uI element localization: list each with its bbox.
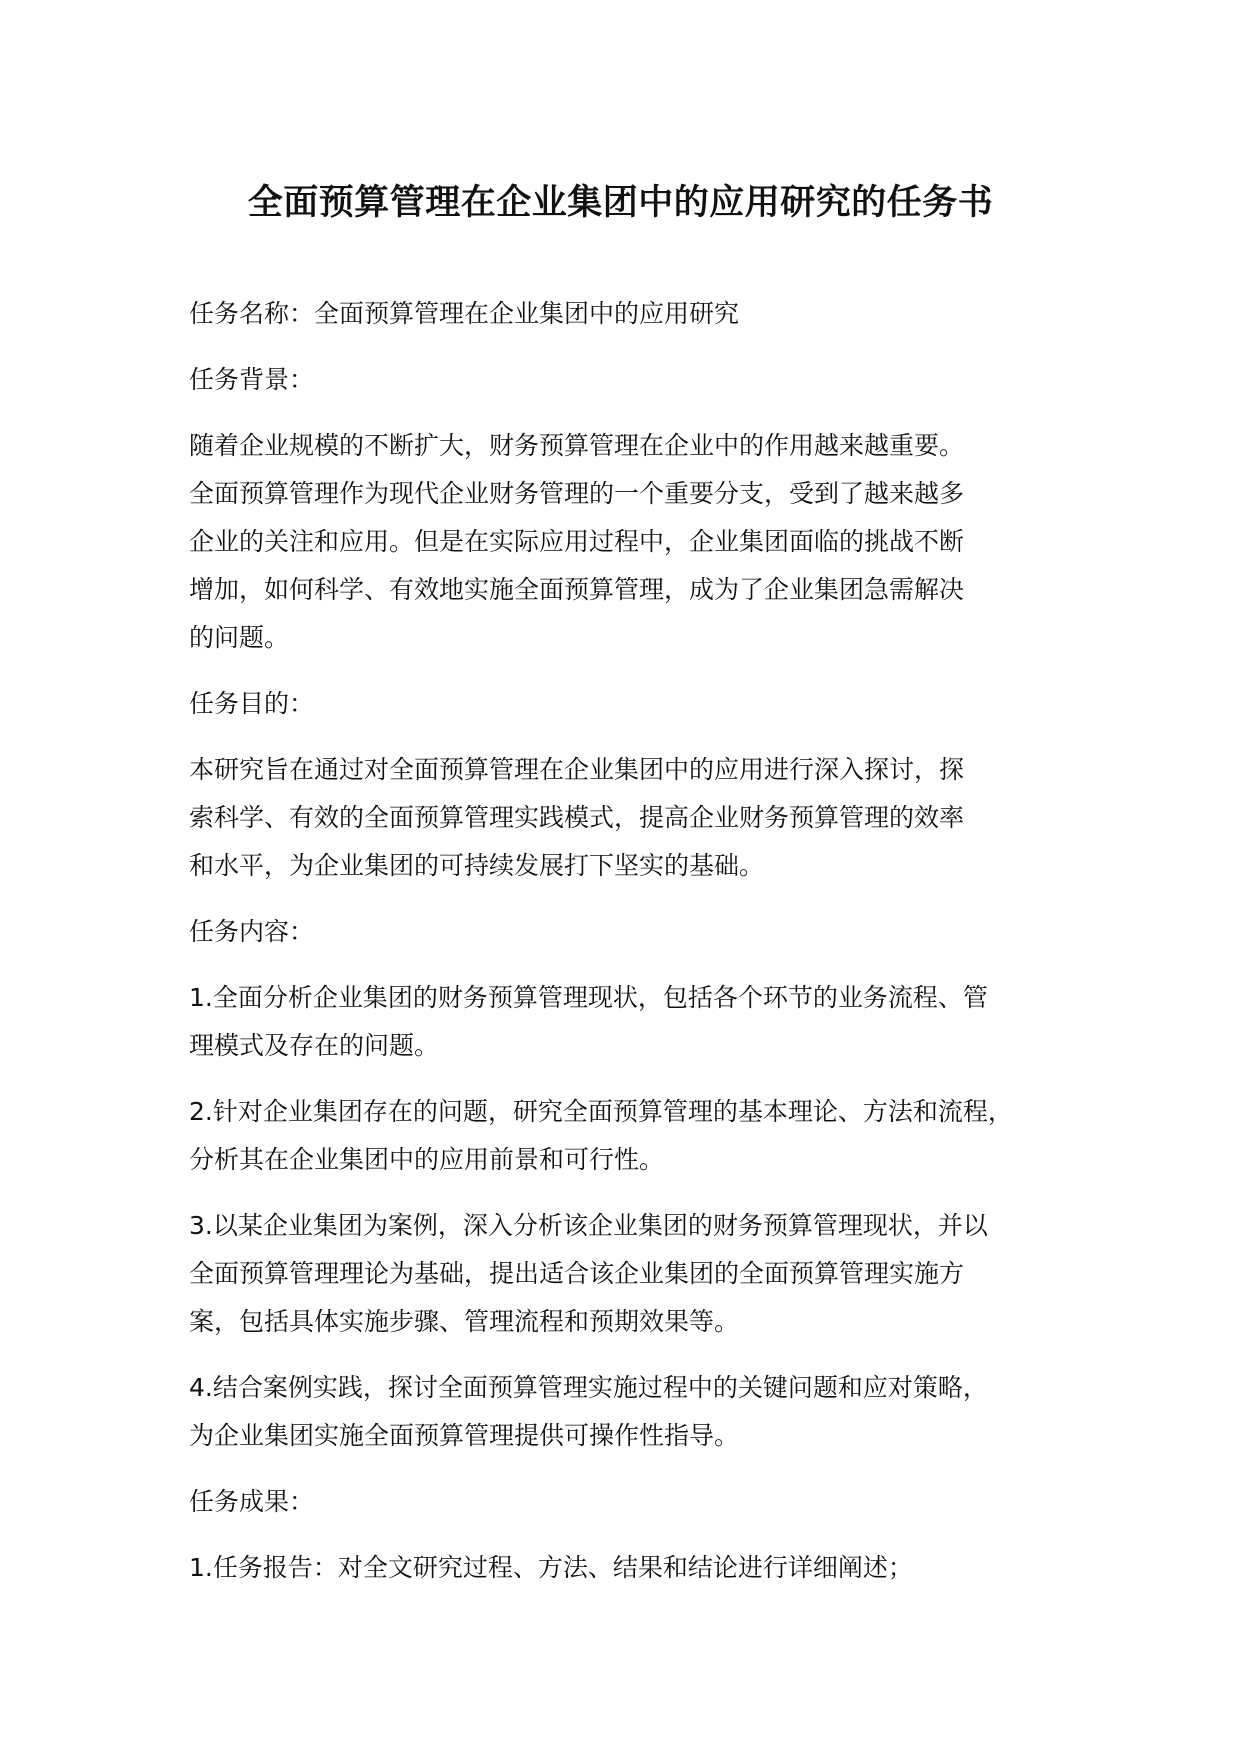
content-item-4 bbox=[189, 1364, 1089, 1460]
background-heading-paragraph bbox=[189, 356, 1089, 404]
result-item-line: 1.任务报告：对全文研究过程、方法、结果和结论进行详细阐述； bbox=[189, 1553, 913, 1582]
content-item-line: 1.全面分析企业集团的财务预算管理现状，包括各个环节的业务流程、管 bbox=[189, 983, 988, 1012]
content-heading-paragraph bbox=[189, 908, 1089, 956]
background-line: 随着企业规模的不断扩大，财务预算管理在企业中的作用越来越重要。 bbox=[189, 431, 965, 460]
content-item-line: 为企业集团实施全面预算管理提供可操作性指导。 bbox=[189, 1421, 740, 1450]
task-name bbox=[189, 290, 1089, 338]
background-line: 全面预算管理作为现代企业财务管理的一个重要分支，受到了越来越多 bbox=[189, 479, 965, 508]
document-body bbox=[189, 290, 1089, 1610]
purpose-line: 本研究旨在通过对全面预算管理在企业集团中的应用进行深入探讨，探 bbox=[189, 755, 965, 784]
task-name-line: 任务名称：全面预算管理在企业集团中的应用研究 bbox=[189, 299, 740, 328]
background-line: 企业的关注和应用。但是在实际应用过程中，企业集团面临的挑战不断 bbox=[189, 527, 965, 556]
content-item-line: 分析其在企业集团中的应用前景和可行性。 bbox=[189, 1145, 665, 1174]
content-item-3 bbox=[189, 1202, 1089, 1346]
background-paragraph bbox=[189, 422, 1089, 662]
content-item-line: 理模式及存在的问题。 bbox=[189, 1031, 440, 1060]
background-line: 的问题。 bbox=[189, 623, 290, 652]
content-item-line: 全面预算管理理论为基础，提出适合该企业集团的全面预算管理实施方 bbox=[189, 1259, 965, 1288]
purpose-paragraph bbox=[189, 746, 1089, 890]
document-title: 全面预算管理在企业集团中的应用研究的任务书 bbox=[247, 183, 994, 223]
content-item-line: 3.以某企业集团为案例，深入分析该企业集团的财务预算管理现状，并以 bbox=[189, 1211, 988, 1240]
content-item-line: 4.结合案例实践，探讨全面预算管理实施过程中的关键问题和应对策略， bbox=[189, 1373, 988, 1402]
content-item-line: 案，包括具体实施步骤、管理流程和预期效果等。 bbox=[189, 1307, 740, 1336]
results-heading: 任务成果： bbox=[189, 1487, 315, 1516]
result-item-1 bbox=[189, 1544, 1089, 1592]
content-item-line: 2.针对企业集团存在的问题，研究全面预算管理的基本理论、方法和流程， bbox=[189, 1097, 1013, 1126]
purpose-heading: 任务目的： bbox=[189, 689, 315, 718]
background-heading: 任务背景： bbox=[189, 365, 315, 394]
purpose-line: 和水平，为企业集团的可持续发展打下坚实的基础。 bbox=[189, 851, 765, 880]
content-heading: 任务内容： bbox=[189, 917, 315, 946]
purpose-line: 索科学、有效的全面预算管理实践模式，提高企业财务预算管理的效率 bbox=[189, 803, 965, 832]
purpose-heading-paragraph bbox=[189, 680, 1089, 728]
content-item-1 bbox=[189, 974, 1089, 1070]
background-line: 增加，如何科学、有效地实施全面预算管理，成为了企业集团急需解决 bbox=[189, 575, 965, 604]
results-heading-paragraph bbox=[189, 1478, 1089, 1526]
content-item-2 bbox=[189, 1088, 1089, 1184]
